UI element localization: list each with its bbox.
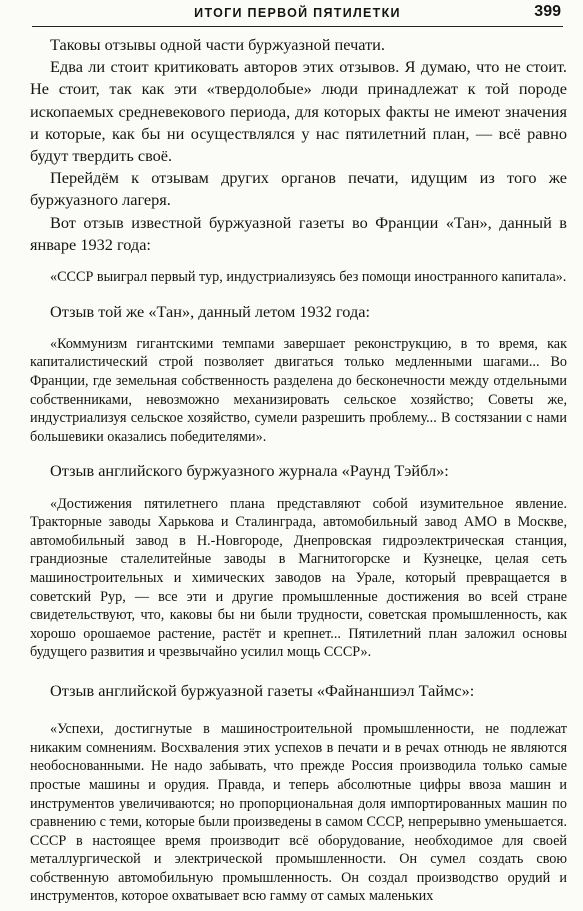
spacer bbox=[30, 483, 567, 495]
spacer bbox=[30, 702, 567, 720]
quote-round-table: «Достижения пятилетнего плана представляют собой изумительное явление. Тракторные заводы Харькова и Сталинграда, автомобильный завод АМО в Москве, автомобильный завод в Н.-Новгороде, Днепровская гидроэлектрическая станция, грандиозные сталелитейные заводы в Магнитогорске и Кузнецке, целая сеть машиностроительных и химических заводов на Урале, который превращается в советский Рур, — все эти и другие промышленные достижения во всей стране свидетельствуют, что, каковы бы ни были трудности, советская промышленность, как хорошо орошаемое растение, растёт и крепнет... Пятилетний план заложил основы будущего развития и чрезвычайно усилил мощь СССР». bbox=[30, 495, 567, 661]
quote-tan-january: «СССР выиграл первый тур, индустриализуясь без помощи иностранного капитала». bbox=[50, 269, 567, 286]
spacer bbox=[30, 287, 567, 301]
spacer bbox=[30, 323, 567, 335]
paragraph-4: Вот отзыв известной буржуазной газеты во Франции «Тан», данный в январе 1932 года: bbox=[30, 212, 567, 254]
page-body bbox=[30, 34, 567, 906]
spacer bbox=[30, 256, 567, 268]
page-number: 399 bbox=[534, 3, 561, 20]
paragraph-6: Отзыв английского буржуазного журнала «Раунд Тэйбл»: bbox=[50, 461, 449, 481]
quote-financial-times: «Успехи, достигнутые в машиностроительной промышленности, не подлежат никаким сомнениям. Восхваления этих успехов в печати и в речах отнюдь не являются необоснованными. Не надо забывать, что прежде Россия производила только самые простые машины и орудия. Правда, и теперь абсолютные цифры ввоза машин и инструментов увеличиваются; но пропорциональная доля импортированных машин по сравнению с теми, которые были произведены в самом СССР, непрерывно уменьшается. СССР в настоящее время производит всё оборудование, необходимое для своей металлургической и электрической промышленности. Он сумел создать свою собственную автомобильную промышленность. Он создал производство орудий и инструментов, которое охватывает всю гамму от самых маленьких bbox=[30, 721, 568, 905]
running-title: ИТОГИ ПЕРВОЙ ПЯТИЛЕТКИ bbox=[194, 6, 401, 20]
paragraph-7: Отзыв английской буржуазной газеты «Файнаншиэл Таймс»: bbox=[50, 680, 475, 700]
paragraph-3: Перейдём к отзывам других органов печати, идущим из того же буржуазного лагеря. bbox=[30, 168, 567, 210]
spacer bbox=[30, 446, 567, 460]
quote-tan-summer: «Коммунизм гигантскими темпами завершает реконструкцию, в то время, как капиталистический строй позволяет двигаться только медленными шагами... Во Франции, где земельная собственность разделена до бесконечности между отдельными собственниками, невозможно механизировать сельское хозяйство; Советы же, индустриализуя сельское хозяйство, сумели разрешить проблему... В состязании с нами большевики оказались победителями». bbox=[30, 335, 567, 445]
paragraph-1: Таковы отзывы одной части буржуазной печати. bbox=[50, 35, 385, 54]
spacer bbox=[30, 662, 567, 680]
paragraph-2: Едва ли стоит критиковать авторов этих отзывов. Я думаю, что не стоит. Не стоит, так как эти «твердолобые» люди принадлежат к той породе ископаемых средневекового периода, для которых факты не имеют значения и которые, как бы ни осуществлялся у нас пятилетний план, — всё равно будут твердить своё. bbox=[30, 57, 567, 166]
paragraph-5: Отзыв той же «Тан», данный летом 1932 года: bbox=[50, 301, 370, 321]
page-header bbox=[32, 2, 563, 27]
